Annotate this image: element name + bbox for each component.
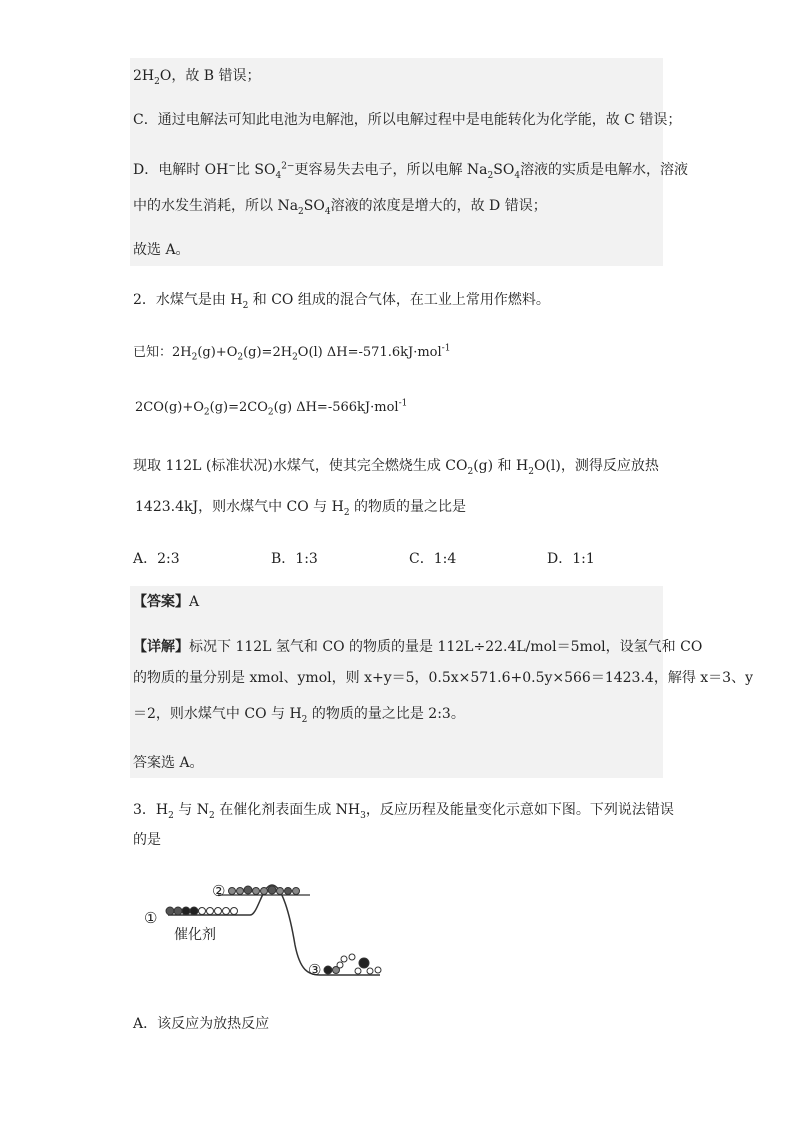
prev-solution-c: C．通过电解法可知此电池为电解池，所以电解过程中是电能转化为化学能，故 C 错误； (133, 112, 682, 128)
q3-stem-line1: 3．$H_2$ 与 $N_2$ 在催化剂表面生成 $NH_3$，反应历程及能量变化示意如下图。下列说法错误 (133, 802, 674, 821)
q2-detail-line1: 【详解】标况下 112L 氢气和 CO 的物质的量是 112L÷22.4L/mol＝5mol，设氢气和 CO (133, 639, 703, 655)
q3-stem-line2: 的是 (133, 832, 161, 848)
label-3: ③ (308, 961, 322, 979)
label-2: ② (212, 882, 226, 900)
label-1: ① (144, 909, 158, 927)
prev-solution-b: $2H_2O$，故 B 错误； (133, 68, 261, 87)
q3-option-a[interactable]: A．该反应为放热反应 (133, 1016, 270, 1032)
q2-option-a[interactable]: A．2:3 (133, 551, 180, 567)
q2-options (133, 548, 653, 568)
catalyst-label: 催化剂 (174, 927, 216, 943)
q2-known-eq1: 已知：$2H_2(g)+O_2(g)=2H_2O(l)$ ΔH=-571.6kJ·mol$^{-1}$ (133, 343, 451, 363)
answer-label: 【答案】 (133, 594, 189, 610)
q2-stem: 2．水煤气是由 $H_2$ 和 CO 组成的混合气体，在工业上常用作燃料。 (133, 292, 550, 311)
prev-solution-d-line1: D．电解时 OH−比 $SO_4^{2-}$更容易失去电子，所以电解 $Na_2SO_4$溶液的实质是电解水，溶液 (133, 161, 689, 181)
q2-condition-line1: 现取 112L (标准状况)水煤气，使其完全燃烧生成 $CO_2(g)$ 和 $H_2O(l)$，测得反应放热 (133, 458, 659, 477)
q2-choose: 答案选 A。 (133, 755, 204, 771)
molecules-level-2 (229, 886, 300, 895)
answer-value: A (189, 594, 200, 610)
prev-solution-d-line2: 中的水发生消耗，所以 $Na_2SO_4$溶液的浓度是增大的，故 D 错误； (133, 198, 547, 217)
reaction-energy-diagram (140, 875, 400, 985)
q2-detail-line2: 的物质的量分别是 xmol、ymol，则 x+y＝5，0.5x×571.6+0.5y×566＝1423.4，解得 x＝3、y (133, 670, 753, 686)
molecules-level-1 (166, 907, 238, 915)
prev-solution-choose: 故选 A。 (133, 242, 190, 258)
q2-condition-line2: 1423.4kJ，则水煤气中 CO 与 $H_2$ 的物质的量之比是 (135, 499, 467, 518)
q2-option-c[interactable]: C．1:4 (409, 551, 457, 567)
molecules-level-3 (324, 954, 381, 974)
q2-detail-line3: ＝2，则水煤气中 CO 与 $H_2$ 的物质的量之比是 2:3。 (133, 706, 465, 725)
q2-option-d[interactable]: D．1:1 (547, 551, 595, 567)
q2-option-b[interactable]: B．1:3 (271, 551, 318, 567)
q2-answer (133, 592, 199, 612)
detail-label: 【详解】 (133, 639, 189, 655)
q2-known-eq2: $2CO(g)+O_2(g)=2CO_2(g)$ ΔH=-566kJ·mol$^{-1}$ (135, 398, 408, 418)
